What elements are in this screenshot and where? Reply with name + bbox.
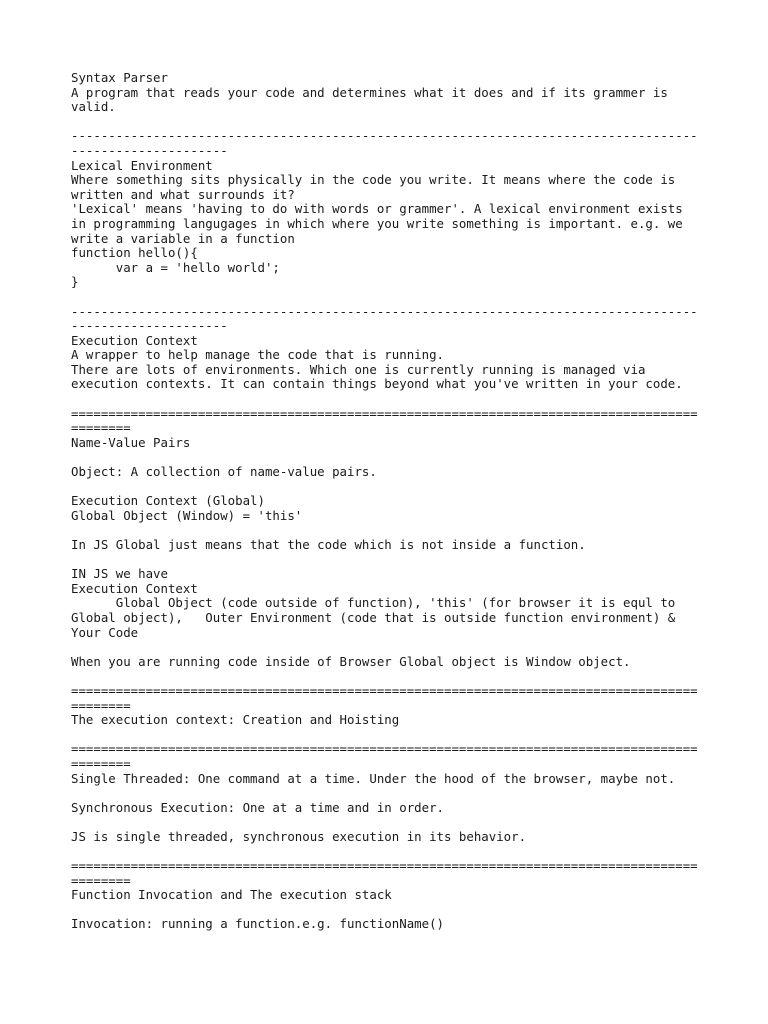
document-line <box>71 290 701 305</box>
document-line: In JS Global just means that the code which is not inside a function. <box>71 538 586 552</box>
document-line: --------------------- <box>71 143 228 158</box>
document-line <box>71 903 701 918</box>
document-line <box>71 523 701 538</box>
document-line: Function Invocation and The execution stack <box>71 888 392 903</box>
document-line: Your Code <box>71 625 139 640</box>
document-line <box>71 844 701 859</box>
document-line: Where something sits physically in the code you write. It means where the code is <box>71 173 676 188</box>
document-line: A wrapper to help manage the code that is running. <box>71 348 444 363</box>
document-line <box>71 392 701 407</box>
document-line: Syntax Parser <box>71 71 168 85</box>
document-line: There are lots of environments. Which one is currently running is managed via <box>71 362 646 377</box>
document-line: ======== <box>71 756 131 771</box>
document-line <box>71 815 701 830</box>
document-line: Global object), Outer Environment (code that is outside function environment) & <box>71 610 676 625</box>
document-line: The execution context: Creation and Hoisting <box>71 713 400 728</box>
document-line: ------------------------------------------------------------------------------------ <box>71 129 698 144</box>
document-line: function hello(){ <box>71 246 198 261</box>
document-line <box>71 786 701 801</box>
document-line <box>71 553 701 568</box>
document-line <box>71 728 701 743</box>
document-line: IN JS we have <box>71 567 168 582</box>
document-line: write a variable in a function <box>71 231 295 246</box>
document-line: Execution Context (Global) <box>71 494 265 509</box>
document-line: Global Object (Window) = 'this' <box>71 508 303 523</box>
document-line: Object: A collection of name-value pairs. <box>71 465 377 480</box>
document-line: Single Threaded: One command at a time. Under the hood of the browser, maybe not. <box>71 771 676 786</box>
document-line: ======== <box>71 873 131 888</box>
document-line: JS is single threaded, synchronous execution in its behavior. <box>71 829 527 844</box>
document-line <box>71 115 701 130</box>
document-line: var a = 'hello world'; <box>71 260 280 275</box>
document-text <box>71 71 701 932</box>
document-line: Lexical Environment <box>71 158 213 173</box>
document-line <box>71 480 701 495</box>
document-line <box>71 669 701 684</box>
document-line: } <box>71 275 79 290</box>
document-line: execution contexts. It can contain things beyond what you've written in your code. <box>71 377 683 392</box>
document-line: --------------------- <box>71 319 228 334</box>
document-line: valid. <box>71 100 116 115</box>
document-line: ======== <box>71 698 131 713</box>
document-line <box>71 450 701 465</box>
document-line: ==================================================================================== <box>71 742 698 757</box>
document-line: in programming langugages in which where you write something is important. e.g. we <box>71 216 683 231</box>
document-line: Name-Value Pairs <box>71 435 191 450</box>
document-line: ==================================================================================== <box>71 406 698 421</box>
document-line: ==================================================================================== <box>71 683 698 698</box>
document-line: Execution Context <box>71 333 198 348</box>
document-line: ======== <box>71 421 131 436</box>
document-line: Execution Context <box>71 581 198 596</box>
document-line: written and what surrounds it? <box>71 187 295 202</box>
document-line <box>71 640 701 655</box>
document-line: Invocation: running a function.e.g. functionName() <box>71 917 444 932</box>
document-line: Global Object (code outside of function), 'this' (for browser it is equl to <box>71 596 676 611</box>
document-line: 'Lexical' means 'having to do with words or grammer'. A lexical environment exists <box>71 202 683 217</box>
document-line: ==================================================================================== <box>71 859 698 874</box>
document-line: When you are running code inside of Browser Global object is Window object. <box>71 654 631 669</box>
document-line: Synchronous Execution: One at a time and in order. <box>71 800 444 815</box>
document-line: A program that reads your code and determines what it does and if its grammer is <box>71 85 668 100</box>
document-line: ------------------------------------------------------------------------------------ <box>71 304 698 319</box>
